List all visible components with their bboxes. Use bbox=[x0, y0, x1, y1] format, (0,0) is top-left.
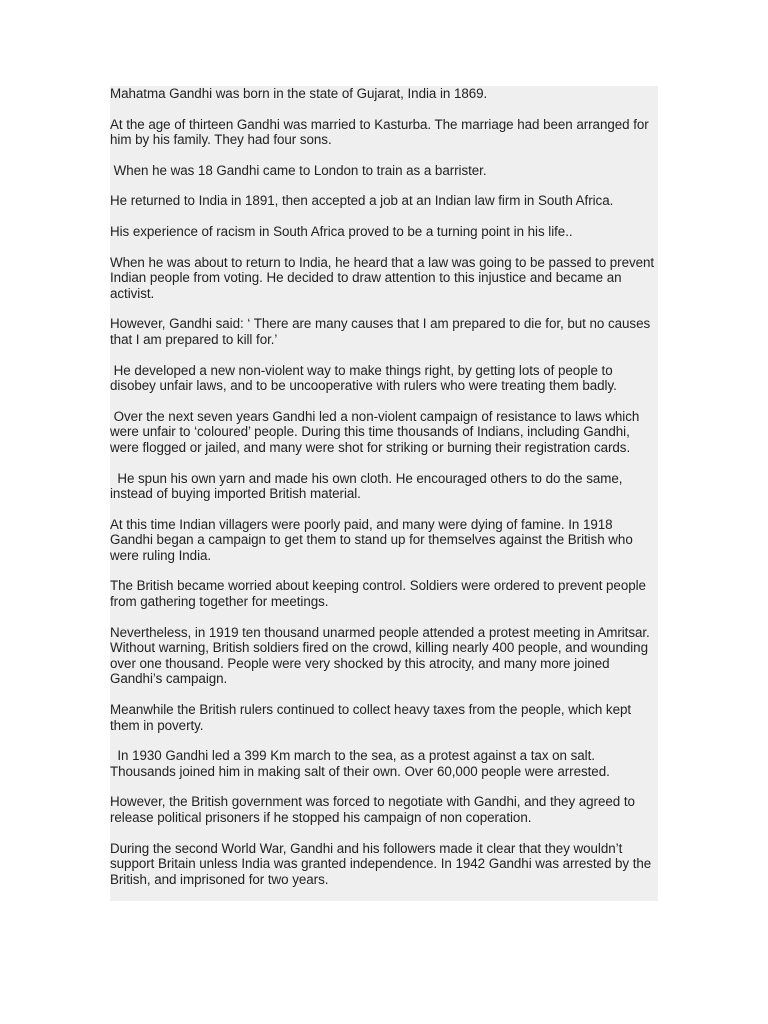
paragraph-taxes: Meanwhile the British rulers continued to collect heavy taxes from the people, which kept them in poverty. bbox=[110, 702, 635, 733]
paragraph-birth: Mahatma Gandhi was born in the state of Gujarat, India in 1869. bbox=[110, 86, 488, 101]
document-text-block bbox=[110, 86, 658, 901]
paragraph-amritsar: Nevertheless, in 1919 ten thousand unarmed people attended a protest meeting in Amritsar. Without warning, British soldiers fired on the crowd, killing nearly 400 people, and wounding over one thousand. People were very shocked by this atrocity, and many more joined Gandhi’s campaign. bbox=[110, 624, 654, 687]
paragraph-marriage: At the age of thirteen Gandhi was married to Kasturba. The marriage had been arranged for him by his family. They had four sons. bbox=[110, 116, 653, 148]
paragraph-famine: At this time Indian villagers were poorly paid, and many were dying of famine. In 1918 Gandhi began a campaign to get them to stand up for themselves against the British who were ruling India. bbox=[110, 516, 637, 563]
paragraph-salt-march: In 1930 Gandhi led a 399 Km march to the sea, as a protest against a tax on salt. Thousands joined him in making salt of their own. Over 60,000 people were arrested. bbox=[110, 748, 610, 779]
paragraph-quote: However, Gandhi said: ‘ There are many causes that I am prepared to die for, but no causes that I am prepared to kill for.’ bbox=[110, 316, 654, 347]
paragraph-control: The British became worried about keeping control. Soldiers were ordered to prevent people from gathering together for meetings. bbox=[110, 578, 650, 610]
paragraph-activist: When he was about to return to India, he heard that a law was going to be passed to prevent Indian people from voting. He decided to draw attention to this injustice and became an activist. bbox=[110, 254, 658, 301]
paragraph-south-africa: He returned to India in 1891, then accepted a job at an Indian law firm in South Africa. bbox=[110, 193, 614, 209]
paragraph-campaign: Over the next seven years Gandhi led a non-violent campaign of resistance to laws which were unfair to ‘coloured’ people. During this time thousands of Indians, including Gandhi, were flogged or jailed, and many were shot for striking or burning their registration cards. bbox=[110, 408, 643, 455]
paragraph-racism: His experience of racism in South Africa proved to be a turning point in his life.. bbox=[110, 223, 573, 239]
paragraph-world-war: During the second World War, Gandhi and his followers made it clear that they wouldn’t support Britain unless India was granted independence. In 1942 Gandhi was arrested by the British, and imprisoned for two years. bbox=[110, 840, 655, 887]
paragraph-yarn: He spun his own yarn and made his own cloth. He encouraged others to do the same, instead of buying imported British material. bbox=[110, 470, 627, 502]
paragraph-negotiate: However, the British government was forced to negotiate with Gandhi, and they agreed to release political prisoners if he stopped his campaign of non coperation. bbox=[110, 794, 639, 825]
paragraph-non-violent-way: He developed a new non-violent way to make things right, by getting lots of people to disobey unfair laws, and to be uncooperative with rulers who were treating them badly. bbox=[110, 362, 617, 394]
paragraph-london: When he was 18 Gandhi came to London to train as a barrister. bbox=[110, 162, 487, 178]
